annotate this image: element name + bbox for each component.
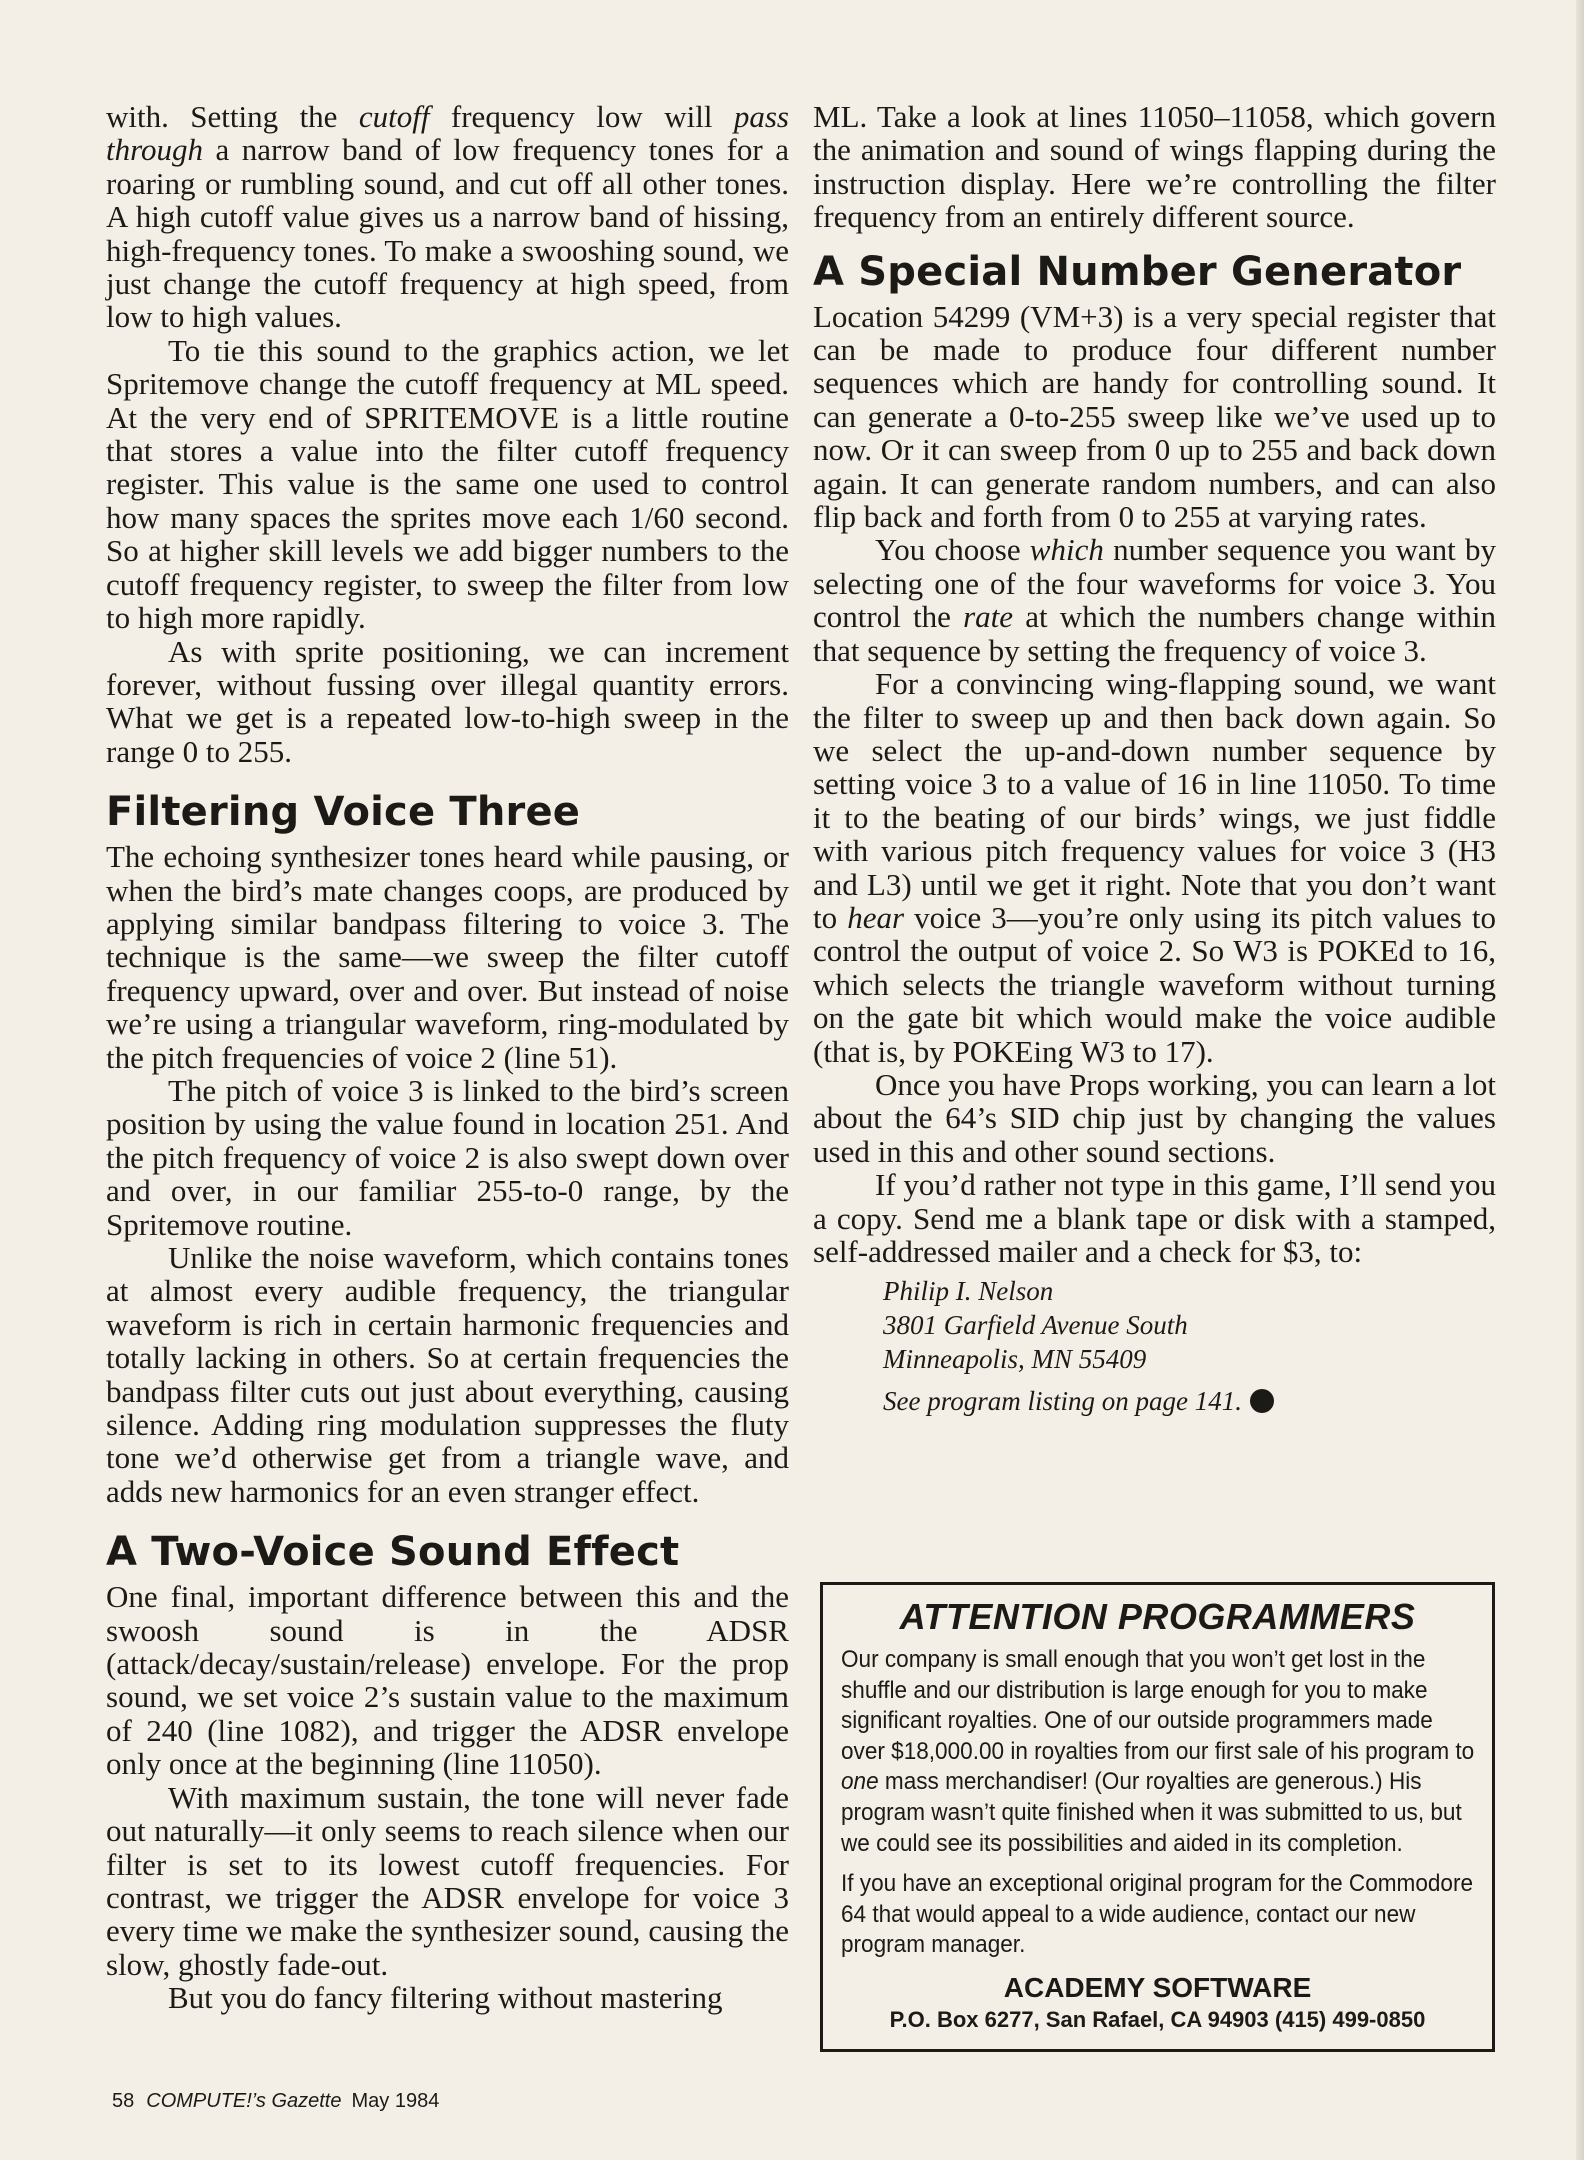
- paragraph: ML. Take a look at lines 11050–11058, which govern the animation and sound of wings flapping during the instruction display. Here we’re controlling the filter frequency from an entirely different source.: [813, 99, 1496, 235]
- see-listing-text: See program listing on page 141.: [883, 1386, 1242, 1417]
- section-heading-filtering: Filtering Voice Three: [106, 789, 581, 836]
- author-address: [883, 1274, 1496, 1418]
- ad-company-name: ACADEMY SOFTWARE: [1003, 1971, 1312, 2003]
- author-city: Minneapolis, MN 55409: [883, 1344, 1147, 1375]
- publication-name: COMPUTE!’s Gazette: [146, 2090, 342, 2112]
- author-name: Philip I. Nelson: [883, 1276, 1054, 1307]
- compute-logo-icon: [1250, 1389, 1274, 1413]
- paragraph: With maximum sustain, the tone will never fade out naturally—it only seems to reach silence when our filter is set to its lowest cutoff frequencies. For contrast, we trigger the ADSR envelope for voice 3 every time we make the synthesizer sound, causing the slow, ghostly fade-out.: [106, 1779, 789, 1982]
- ad-paragraph: If you have an exceptional original program for the Commodore 64 that would appeal to a wide audience, contact our new program manager.: [841, 1870, 1474, 1959]
- paragraph: But you do fancy filtering without mastering: [168, 1980, 723, 2016]
- program-listing-reference: [883, 1384, 1496, 1418]
- ad-paragraph: Our company is small enough that you won’t get lost in the shuffle and our distribution is large enough for you to make significant royalties. One of our outside programmers made over $18,000.00 in royalties from our first sale of his program to one mass merchandiser! (Our royalties are generous.) His program wasn’t quite finished when it was submitted to us, but we could see its possibilities and aided in its completion.: [841, 1646, 1475, 1857]
- paragraph: You choose which number sequence you want by selecting one of the four waveforms for voice 3. You control the rate at which the numbers change within that sequence by setting the frequency of voice 3.: [813, 532, 1496, 668]
- author-street: 3801 Garfield Avenue South: [883, 1310, 1188, 1341]
- issue-date: May 1984: [351, 2090, 440, 2112]
- right-column: [813, 100, 1496, 1418]
- paragraph: One final, important difference between this and the swoosh sound is in the ADSR (attack/decay/sustain/release) envelope. For the prop sound, we set voice 2’s sustain value to the maximum of 240 (line 1082), and trigger the ADSR envelope only once at the beginning (line 11050).: [106, 1579, 789, 1782]
- paragraph: For a convincing wing-flapping sound, we want the filter to sweep up and then back down again. So we select the up-and-down number sequence by setting voice 3 to a value of 16 in line 11050. To time it to the beating of our birds’ wings, we just fiddle with various pitch frequency values for voice 3 (H3 and L3) until we get it right. Note that you don’t want to hear voice 3—you’re only using its pitch values to control the output of voice 2. So W3 is POKEd to 16, which selects the triangle waveform without turning on the gate bit which would make the voice audible (that is, by POKEing W3 to 17).: [813, 666, 1496, 1069]
- paragraph: Once you have Props working, you can learn a lot about the 64’s SID chip just by changing the values used in this and other sound sections.: [813, 1066, 1496, 1169]
- page-number: 58: [112, 2090, 135, 2112]
- section-heading-special: A Special Number Generator: [813, 248, 1462, 295]
- page-edge: [1576, 0, 1584, 2160]
- section-heading-two-voice: A Two-Voice Sound Effect: [106, 1529, 680, 1576]
- paragraph: The echoing synthesizer tones heard while pausing, or when the bird’s mate changes coops, are produced by applying similar bandpass filtering to voice 3. The technique is the same—we sweep the filter cutoff frequency upward, over and over. But instead of noise we’re using a triangular waveform, ring-modulated by the pitch frequencies of voice 2 (line 51).: [106, 839, 789, 1075]
- italic-run: cutoff: [358, 99, 430, 134]
- italic-run: one: [841, 1768, 879, 1796]
- page-footer: [112, 2090, 439, 2113]
- paragraph: Location 54299 (VM+3) is a very special register that can be made to produce four different number sequences which are handy for controlling sound. It can generate a 0-to-255 sweep like we’ve used up to now. Or it can sweep from 0 up to 255 and back down again. It can generate random numbers, and can also flip back and forth from 0 to 255 at varying rates.: [813, 298, 1496, 535]
- paragraph: with. Setting the cutoff frequency low will pass through a narrow band of low frequency tones for a roaring or rumbling sound, and cut off all other tones. A high cutoff value gives us a narrow band of hissing, high-frequency tones. To make a swooshing sound, we just change the cutoff frequency at high speed, from low to high values.: [106, 99, 789, 335]
- paragraph: To tie this sound to the graphics action, we let Spritemove change the cutoff frequency at ML speed. At the very end of SPRITEMOVE is a little routine that stores a value into the filter cutoff frequency register. This value is the same one used to control how many spaces the sprites move each 1/60 second. So at higher skill levels we add bigger numbers to the cutoff frequency register, to sweep the filter from low to high more rapidly.: [106, 332, 789, 636]
- paragraph: Unlike the noise waveform, which contains tones at almost every audible frequency, the triangular waveform is rich in certain harmonic frequencies and totally lacking in others. So at certain frequencies the bandpass filter cuts out just about everything, causing silence. Adding ring modulation suppresses the fluty tone we’d otherwise get from a triangle wave, and adds new harmonics for an even stranger effect.: [106, 1240, 789, 1509]
- italic-run: pass through: [106, 99, 789, 168]
- ad-company-address: P.O. Box 6277, San Rafael, CA 94903 (415) 499-0850: [889, 2006, 1426, 2032]
- paragraph: The pitch of voice 3 is linked to the bird’s screen position by using the value found in location 251. And the pitch frequency of voice 2 is also swept down over and over, in our familiar 255-to-0 range, by the Spritemove routine.: [106, 1072, 789, 1242]
- ad-title: ATTENTION PROGRAMMERS: [899, 1596, 1416, 1637]
- italic-run: rate: [963, 599, 1014, 635]
- left-column: [106, 100, 789, 2015]
- italic-run: hear: [847, 899, 905, 935]
- paragraph: If you’d rather not type in this game, I’ll send you a copy. Send me a blank tape or disk with a stamped, self-addressed mailer and a check for $3, to:: [813, 1167, 1496, 1269]
- paragraph: As with sprite positioning, we can increment forever, without fussing over illegal quantity errors. What we get is a repeated low-to-high sweep in the range 0 to 255.: [106, 633, 789, 769]
- italic-run: which: [1029, 532, 1104, 568]
- advertisement-box: [820, 1582, 1495, 2052]
